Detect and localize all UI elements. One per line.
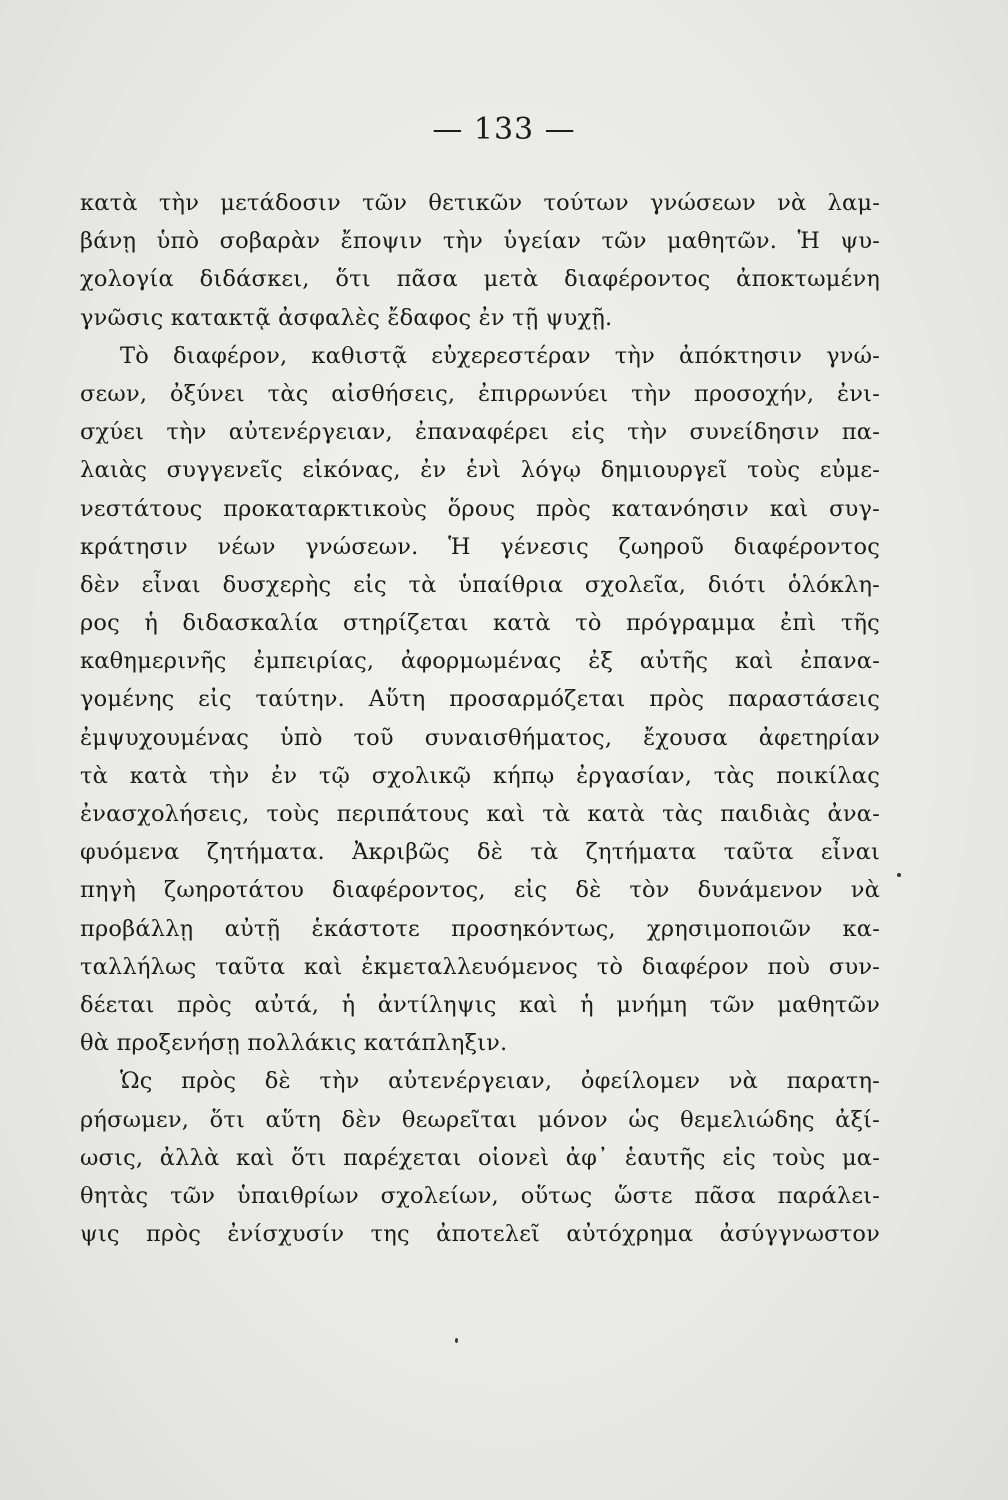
text-line: ρος ἡ διδασκαλία στηρίζεται κατὰ τὸ πρόγραμμα ἐπὶ τῆς bbox=[80, 610, 880, 637]
text-line: δέεται πρὸς αὐτά, ἡ ἀντίληψις καὶ ἡ μνήμη τῶν μαθητῶν bbox=[80, 991, 880, 1018]
text-line: Τὸ διαφέρον, καθιστᾷ εὐχερεστέραν τὴν ἀπόκτησιν γνώ- bbox=[120, 342, 880, 369]
text-line: καθημερινῆς ἐμπειρίας, ἀφορμωμένας ἐξ αὐτῆς καὶ ἐπανα- bbox=[80, 648, 880, 675]
text-line: χολογία διδάσκει, ὅτι πᾶσα μετὰ διαφέροντος ἀποκτωμένη bbox=[80, 266, 880, 293]
ink-speck bbox=[455, 1338, 458, 1343]
text-line: πηγὴ ζωηροτάτου διαφέροντος, εἰς δὲ τὸν δυνάμενον νὰ bbox=[80, 877, 880, 904]
text-line: σχύει τὴν αὐτενέργειαν, ἐπαναφέρει εἰς τὴν συνείδησιν πα- bbox=[80, 419, 880, 446]
text-line: γνῶσις κατακτᾷ ἀσφαλὲς ἔδαφος ἐν τῇ ψυχῇ. bbox=[80, 304, 613, 331]
text-line: δὲν εἶναι δυσχερὴς εἰς τὰ ὑπαίθρια σχολεῖα, διότι ὁλόκλη- bbox=[80, 571, 880, 598]
text-line: νεστάτους προκαταρκτικοὺς ὅρους πρὸς κατανόησιν καὶ συγ- bbox=[80, 495, 880, 522]
text-line: θὰ προξενήσῃ πολλάκις κατάπληξιν. bbox=[80, 1030, 508, 1057]
text-line: προβάλλῃ αὐτῇ ἑκάστοτε προσηκόντως, χρησιμοποιῶν κα- bbox=[80, 915, 880, 942]
text-line: ωσις, ἀλλὰ καὶ ὅτι παρέχεται οἱονεὶ ἀφ᾽ ἑαυτῆς εἰς τοὺς μα- bbox=[80, 1144, 880, 1171]
text-line: ἐνασχολήσεις, τοὺς περιπάτους καὶ τὰ κατὰ τὰς παιδιὰς ἀνα- bbox=[80, 801, 880, 827]
text-line: τὰ κατὰ τὴν ἐν τῷ σχολικῷ κήπῳ ἐργασίαν, τὰς ποικίλας bbox=[80, 762, 880, 789]
text-line: σεων, ὀξύνει τὰς αἰσθήσεις, ἐπιρρωνύει τὴν προσοχήν, ἐνι- bbox=[80, 380, 880, 407]
text-line: ρήσωμεν, ὅτι αὕτη δὲν θεωρεῖται μόνον ὡς θεμελιώδης ἀξί- bbox=[80, 1106, 880, 1133]
text-line: κατὰ τὴν μετάδοσιν τῶν θετικῶν τούτων γνώσεων νὰ λαμ- bbox=[80, 190, 880, 216]
text-line: ἐμψυχουμένας ὑπὸ τοῦ συναισθήματος, ἔχουσα ἀφετηρίαν bbox=[80, 724, 880, 751]
body-text bbox=[80, 184, 880, 1324]
text-line: Ὡς πρὸς δὲ τὴν αὐτενέργειαν, ὀφείλομεν νὰ παρατη- bbox=[120, 1068, 880, 1095]
text-line: βάνῃ ὑπὸ σοβαρὰν ἔποψιν τὴν ὑγείαν τῶν μαθητῶν. Ἡ ψυ- bbox=[80, 228, 880, 255]
page-number: — 133 — bbox=[432, 112, 576, 147]
text-line: λαιὰς συγγενεῖς εἰκόνας, ἐν ἑνὶ λόγῳ δημιουργεῖ τοὺς εὐμε- bbox=[80, 457, 880, 484]
text-line: ταλλήλως ταῦτα καὶ ἐκμεταλλευόμενος τὸ διαφέρον ποὺ συν- bbox=[80, 953, 880, 980]
text-line: κράτησιν νέων γνώσεων. Ἡ γένεσις ζωηροῦ διαφέροντος bbox=[80, 533, 880, 560]
text-line: φυόμενα ζητήματα. Ἀκριβῶς δὲ τὰ ζητήματα ταῦτα εἶναι bbox=[80, 839, 880, 866]
ink-speck bbox=[897, 873, 901, 877]
text-line: ψις πρὸς ἐνίσχυσίν της ἀποτελεῖ αὐτόχρημα ἀσύγγνωστον bbox=[80, 1221, 880, 1248]
text-line: θητὰς τῶν ὑπαιθρίων σχολείων, οὕτως ὥστε πᾶσα παράλει- bbox=[80, 1182, 880, 1209]
text-line: γομένης εἰς ταύτην. Αὕτη προσαρμόζεται πρὸς παραστάσεις bbox=[80, 686, 880, 713]
